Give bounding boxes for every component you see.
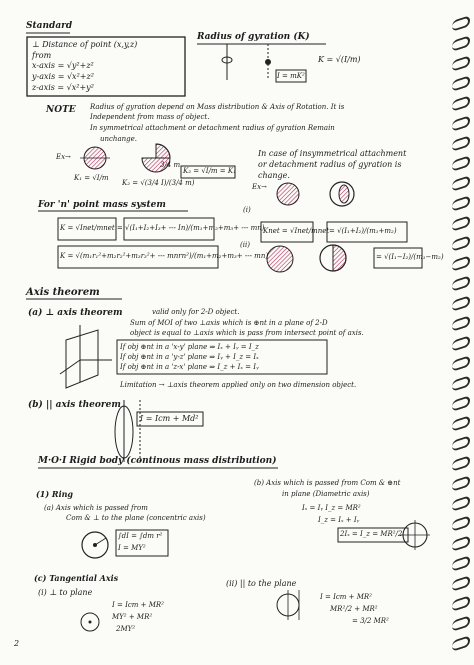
asym-line: In case of insymmetrical attachment	[258, 149, 407, 158]
ring-b-line: 2Iₓ = I_z = MR²/2	[340, 530, 403, 538]
standard-line: x-axis = √y²+z²	[32, 61, 94, 70]
perp-axis-figure	[60, 325, 112, 388]
asym-disc-i	[277, 182, 354, 206]
npoint-k1: K = √Inet/mnet = √(I₁+I₂+I₃+ --- In)/(m₁+m₂+m₃+ --- mn)	[60, 224, 265, 232]
standard-line: ⊥ Distance of point (x,y,z)	[32, 40, 138, 49]
note-line: Independent from mass of object.	[90, 113, 210, 121]
tangent-formula: MR²/2 + MR²	[330, 605, 378, 613]
tangent-ring-par	[277, 590, 299, 620]
ring-b-line: I_z = Iₓ + Iᵧ	[318, 516, 360, 524]
moi-heading: M·O·I Rigid body (continous mass distribution)	[38, 456, 277, 466]
asym-kii: = √(I₁−I₂)/(m₁−m₂)	[376, 253, 444, 261]
tangent-formula: 2MY²	[116, 625, 136, 633]
ring-b-line: Iₓ = Iᵧ I_z = MR²	[302, 504, 361, 512]
ring-formula: ∫dI = ∫dm r²	[118, 532, 163, 540]
standard-line: y-axis = √x²+z²	[32, 72, 94, 81]
rod-figure	[222, 44, 271, 80]
asym-klong: = √(I₁+I₂)/(m₁+m₂)	[329, 227, 397, 235]
tangent-formula: = 3/2 MR²	[352, 617, 389, 625]
tangent-formula: MY² + MR²	[112, 613, 153, 621]
axis-a-line: If obj ⊕nt in a 'x-y' plane ⇒ Iₓ + Iᵧ = I_z	[120, 343, 259, 351]
standard-line: z-axis = √x²+y²	[32, 83, 94, 92]
standard-line: from	[32, 51, 52, 60]
ring-b-line: (b) Axis which is passed from Com & ⊕nt	[254, 479, 401, 487]
tangent-formula: I = Icm + MR²	[112, 601, 164, 609]
note-line: Radius of gyration depend on Mass distribution & Axis of Rotation. It is	[90, 103, 345, 111]
ring-figure	[82, 532, 108, 558]
radius-heading: Radius of gyration (K)	[197, 32, 310, 42]
tangent-formula: I = Icm + MR²	[320, 593, 372, 601]
asym-disc-ii	[267, 245, 346, 272]
tangent-heading: (c) Tangential Axis	[34, 573, 119, 583]
disc-figure-full	[80, 147, 110, 169]
ring-formula: I = MY²	[118, 544, 146, 552]
standard-heading: Standard	[26, 21, 73, 31]
axis-limit: Limitation → ⊥axis theorem applied only on two dimension object.	[120, 381, 357, 389]
note-line: unchange.	[100, 135, 137, 143]
axis-a-line: valid only for 2-D object.	[152, 308, 240, 316]
note-label: NOTE	[46, 105, 76, 115]
npoint-k2: K = √(m₁r₁²+m₂r₂²+m₃r₃²+ --- mnrn²)/(m₁+m₂+m₃+ --- mn)	[60, 252, 269, 260]
asym-line: change.	[258, 171, 290, 180]
asym-line: or detachment radius of gyration is	[258, 160, 402, 169]
asym-i: (i)	[243, 206, 251, 214]
note-k2: K₂ = √(3/4 I)/(3/4 m)	[122, 179, 195, 187]
npoint-heading: For 'n' point mass system	[38, 200, 166, 210]
radius-formula: K = √(I/m)	[318, 55, 361, 64]
ring-b-line: in plane (Diametric axis)	[282, 490, 370, 498]
radius-mark: I = mK²	[277, 72, 305, 80]
ring-a-line: (a) Axis which is passed from	[44, 504, 148, 512]
asym-knet: Knet = √Inet/mnet	[263, 227, 330, 235]
asym-ii: (ii)	[240, 241, 250, 249]
axis-b-label: (b) || axis theorem	[28, 400, 121, 410]
note-line: In symmetrical attachment or detachment radius of gyration Remain	[90, 124, 335, 132]
axis-a-line: Sum of MOI of two ⊥axis which is ⊕nt in a plane of 2-D	[130, 319, 328, 327]
axis-b-formula: I = Icm + Md²	[140, 414, 199, 423]
axis-heading: Axis theorem	[26, 287, 100, 298]
ring-heading: (1) Ring	[36, 489, 74, 499]
tangent-ring-perp	[81, 613, 99, 631]
page-number: 2	[14, 639, 20, 648]
note-frac: 3/4 m	[160, 161, 181, 169]
tangent-ii: (ii) || to the plane	[226, 579, 297, 588]
note-k1: K₁ = √I/m	[74, 174, 109, 182]
axis-a-label: (a) ⊥ axis theorem	[28, 308, 123, 318]
diametric-ring-figure	[400, 520, 430, 550]
note-k3: K₂ = √I/m = K₁	[183, 167, 236, 175]
tangent-i: (i) ⊥ to plane	[38, 588, 93, 597]
asym-ex: Ex→	[252, 183, 267, 191]
note-ex: Ex→	[56, 153, 71, 161]
axis-a-line: object is equal to ⊥axis which is pass from intersect point of axis.	[130, 329, 364, 337]
axis-a-line: If obj ⊕nt in a 'z-x' plane ⇒ I_z + Iₓ = Iᵧ	[120, 363, 259, 371]
ring-a-line: Com & ⊥ to the plane (concentric axis)	[66, 514, 206, 522]
axis-a-line: If obj ⊕nt in a 'y-z' plane ⇒ Iᵧ + I_z = Iₓ	[120, 353, 259, 361]
